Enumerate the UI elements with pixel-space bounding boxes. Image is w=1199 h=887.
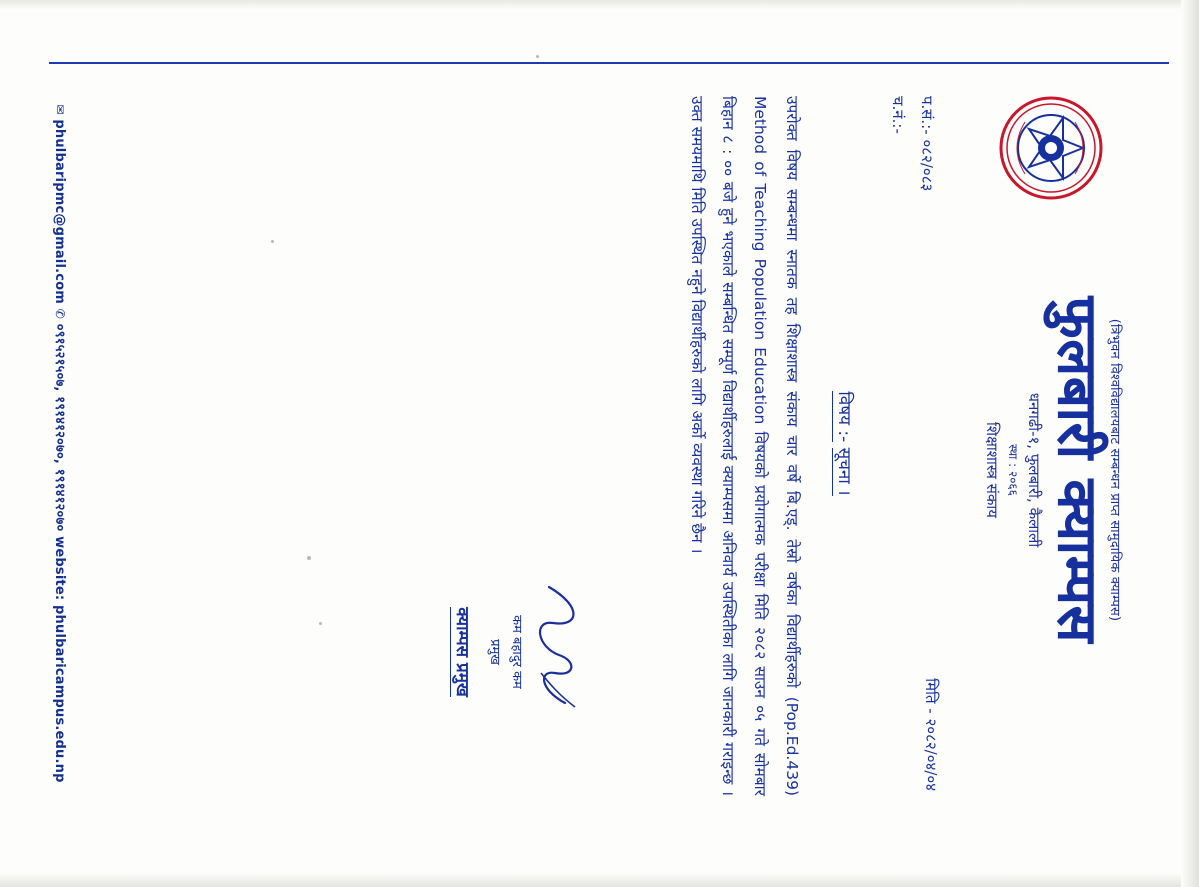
letterhead-footer: [52, 0, 70, 887]
footer-website-label: website:: [52, 536, 67, 601]
signer-role-title: क्याम्पस प्रमुख: [450, 607, 475, 697]
reference-block: [884, 96, 941, 191]
phone-icon: ✆: [53, 308, 67, 320]
campus-establishment-label: स्था : २०६६: [1006, 444, 1021, 496]
footer-website: phulbaricampus.edu.np: [52, 605, 67, 783]
campus-address: धनगढी-१, फुलबारी, कैलाली: [1025, 392, 1044, 548]
date-label: मिति -: [922, 678, 940, 714]
department-name: शिक्षाशास्त्र संकाय: [983, 422, 1002, 518]
cha-na-label: च.नं.:-: [889, 96, 908, 134]
body-paragraph: उपरोक्त विषय सम्बन्धमा स्नातक तह शिक्षाशास्त्र संकाय चार वर्षे बि.एड्. तेस्रो वर्षका विद्यार्थीहरुको (Pop.Ed.439) Method of Teaching Population Education विषयको प्रयोगात्मक परीक्षा मिति २०८२ साउन ०५ गते सोमबार बिहान ८ : ०० बजे हुने भएकाले सम्बन्धित सम्पूर्ण विद्यार्थीहरुलाई क्याम्पसमा अनिवार्य उपस्थितीका लागि जानकारी गराइन्छ । उक्त समयमाथि मिति उपस्थित नहुने विद्यार्थीहरुको लागि अर्को व्यवस्था गरिने छैन ।: [687, 96, 801, 796]
letterhead-header: [982, 150, 1125, 790]
letterhead-rule: [49, 62, 1169, 64]
date-block: [921, 678, 941, 791]
footer-phones: ०९१५२१५०७, १९१४१२०७०, १९१४१२०७०: [52, 323, 67, 532]
cha-na-line: [884, 96, 913, 191]
email-icon: ✉: [53, 104, 67, 115]
signature-block: [450, 537, 589, 767]
letter-body: [680, 96, 807, 796]
subject-line: [834, 0, 857, 887]
pa-sa-label: प.सं.:-: [918, 96, 936, 135]
subject-label: विषय :-: [834, 391, 854, 443]
subject-value: सूचना ।: [834, 447, 854, 496]
footer-email: phulbaripmc@gmail.com: [52, 119, 67, 305]
university-affiliation-line: (त्रिभुवन विश्वविद्यालयबाट सम्बन्धन प्राप्त सामुदायिक क्याम्पस): [1107, 318, 1122, 622]
signer-designation: प्रमुख: [486, 639, 502, 665]
pa-sa-value: ०८२/०८३: [918, 139, 936, 192]
handwritten-signature: [527, 537, 589, 767]
signer-name: कम बहादुर कम: [509, 615, 524, 689]
date-value: २०८२/०४/०४: [922, 718, 940, 791]
pa-sa-line: [913, 96, 942, 191]
campus-name: फुलबारी क्याम्पस: [1046, 296, 1109, 644]
